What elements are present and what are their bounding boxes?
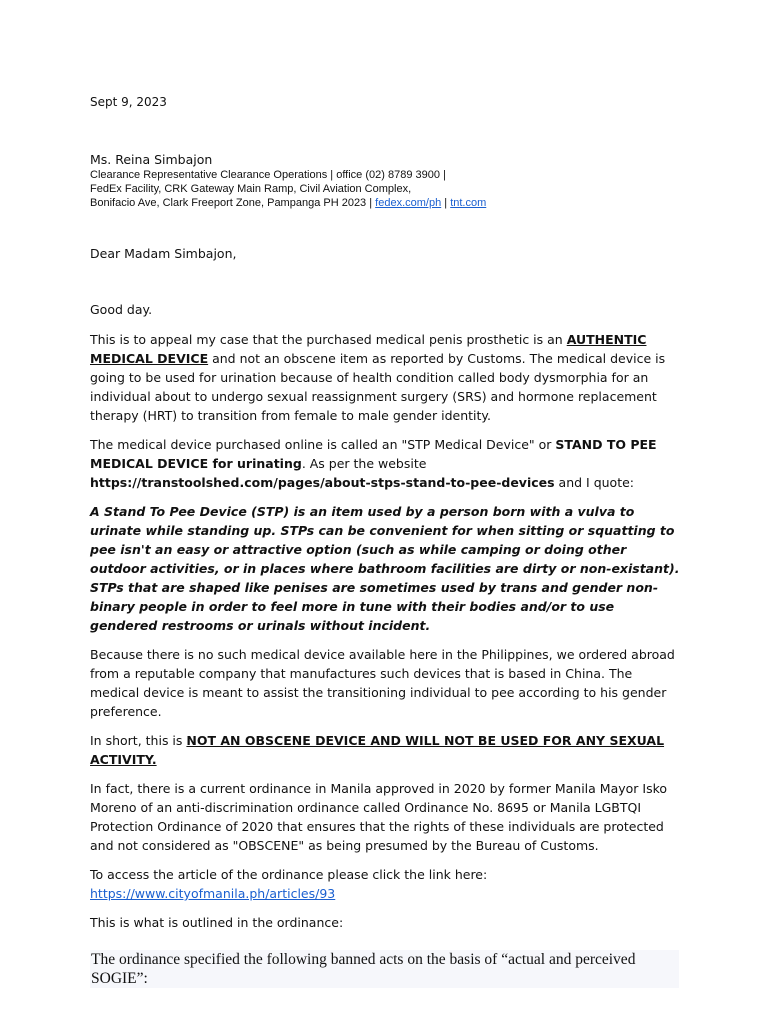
recipient-name: Ms. Reina Simbajon	[90, 152, 213, 167]
recipient-address-text: Bonifacio Ave, Clark Freeport Zone, Pampanga PH 2023 |	[90, 197, 376, 209]
stp-device-emphasis: STAND TO PEE MEDICAL DEVICE for urinating	[90, 437, 657, 471]
ordinance-excerpt: The ordinance specified the following banned acts on the basis of “actual and perceived SOGIE”:	[90, 950, 679, 988]
letter-document	[90, 94, 680, 988]
summary-text: In short, this is	[90, 733, 187, 748]
paragraph-ordinance: In fact, there is a current ordinance in Manila approved in 2020 by former Manila Mayor Isko Moreno of an anti-discrimination ordinance called Ordinance No. 8695 or Manila LGBTQI Protection Ordinance of 2020 that ensures that the rights of these individuals are protected and not considered as "OBSCENE" as being presumed by the Bureau of Customs.	[90, 781, 668, 853]
website-quote: A Stand To Pee Device (STP) is an item used by a person born with a vulva to urinate while standing up. STPs can be convenient for when sitting or squatting to pee isn't an easy or attractive option (such as while camping or doing other outdoor activities, or in places where bathroom facilities are dirty or non-existant). STPs that are shaped like penises are sometimes used by trans and gender non-binary people in order to feel more in tune with their bodies and/or to use gendered restrooms or urinals without incident.	[90, 504, 680, 633]
tnt-link[interactable]: tnt.com	[450, 197, 487, 209]
paragraph-appeal	[90, 330, 680, 425]
fedex-link[interactable]: fedex.com/ph	[375, 197, 442, 209]
ordinance-article-link[interactable]: https://www.cityofmanila.ph/articles/93	[90, 886, 336, 901]
device-name-suffix: and I quote:	[554, 475, 635, 490]
letter-date: Sept 9, 2023	[90, 95, 167, 109]
not-obscene-emphasis: NOT AN OBSCENE DEVICE AND WILL NOT BE USED FOR ANY SEXUAL ACTIVITY.	[90, 733, 665, 767]
paragraph-article-link	[90, 865, 680, 903]
paragraph-device-name	[90, 435, 680, 492]
paragraph-summary	[90, 731, 680, 769]
link-separator: |	[441, 197, 451, 209]
authentic-device-emphasis: AUTHENTIC MEDICAL DEVICE	[90, 332, 647, 366]
appeal-text-rest: and not an obscene item as reported by Customs. The medical device is going to be used for urination because of health condition called body dysmorphia for an individual about to undergo sexual reassignment surgery (SRS) and hormone replacement therapy (HRT) to transition from female to male gender identity.	[90, 351, 666, 423]
recipient-facility-line: FedEx Facility, CRK Gateway Main Ramp, Civil Aviation Complex,	[90, 183, 412, 195]
device-name-middle: . As per the website	[301, 456, 427, 471]
greeting: Good day.	[90, 302, 153, 317]
device-name-text: The medical device purchased online is called an "STP Medical Device" or	[90, 437, 556, 452]
paragraph-outline: This is what is outlined in the ordinance:	[90, 915, 344, 930]
recipient-office-line: Clearance Representative Clearance Operations | office (02) 8789 3900 |	[90, 169, 446, 181]
appeal-text: This is to appeal my case that the purchased medical penis prosthetic is an	[90, 332, 567, 347]
salutation: Dear Madam Simbajon,	[90, 246, 237, 261]
paragraph-sourcing: Because there is no such medical device available here in the Philippines, we ordered abroad from a reputable company that manufactures such devices that is based in China. The medical device is meant to assist the transitioning individual to pee according to his gender preference.	[90, 647, 675, 719]
website-url: https://transtoolshed.com/pages/about-stps-stand-to-pee-devices	[90, 475, 555, 490]
recipient-block	[90, 152, 680, 210]
recipient-address-line	[90, 196, 680, 210]
article-link-text: To access the article of the ordinance please click the link here:	[90, 867, 488, 882]
